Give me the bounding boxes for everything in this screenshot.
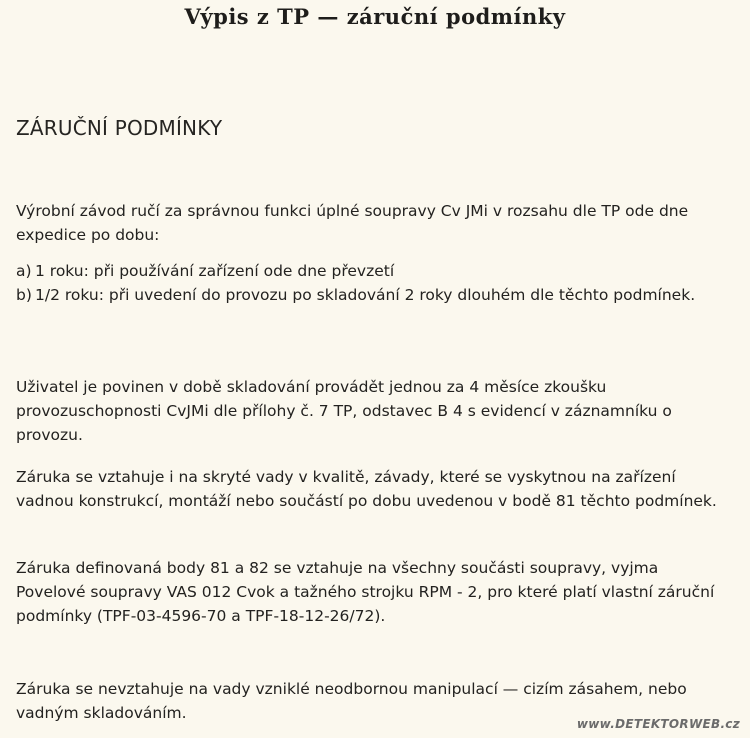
paragraph-storage-testing: Uživatel je povinen v době skladování provádět jednou za 4 měsíce zkoušku provozuschopnosti CvJMi dle přílohy č. 7 TP, odstavec B 4 s evidencí v záznamníku o provozu. xyxy=(16,378,672,444)
paragraph-exclusions: Záruka definovaná body 81 a 82 se vztahuje na všechny součásti soupravy, vyjma Povelové soupravy VAS 012 Cvok a tažného strojku RPM - 2, pro které platí vlastní záruční podmínky (TPF-03-4596-70 a TPF-18-12-26/72). xyxy=(16,559,715,625)
paragraph-not-covered: Záruka se nevztahuje na vady vzniklé neodbornou manipulací — cizím zásahem, nebo vadným skladováním. xyxy=(16,680,687,722)
list-item-text: 1 roku: při používání zařízení ode dne převzetí xyxy=(35,262,395,280)
list-item-text: 1/2 roku: při uvedení do provozu po skladování 2 roky dlouhém dle těchto podmínek. xyxy=(35,286,696,304)
watermark: www.DETEKTORWEB.cz xyxy=(576,717,740,731)
list-marker: b) xyxy=(16,286,32,304)
warranty-period-list xyxy=(16,259,732,307)
list-item xyxy=(16,283,732,307)
list-marker: a) xyxy=(16,262,32,280)
section-heading: ZÁRUČNÍ PODMÍNKY xyxy=(16,116,223,140)
page-title: Výpis z TP — záruční podmínky xyxy=(184,4,566,29)
paragraph-hidden-defects: Záruka se vztahuje i na skryté vady v kvalitě, závady, které se vyskytnou na zařízení vadnou konstrukcí, montáží nebo součástí po dobu uvedenou v bodě 81 těchto podmínek. xyxy=(16,468,717,510)
list-item xyxy=(16,259,732,283)
paragraph-warranty-scope: Výrobní závod ručí za správnou funkci úplné soupravy Cv JMi v rozsahu dle TP ode dne expedice po dobu: xyxy=(16,202,689,244)
